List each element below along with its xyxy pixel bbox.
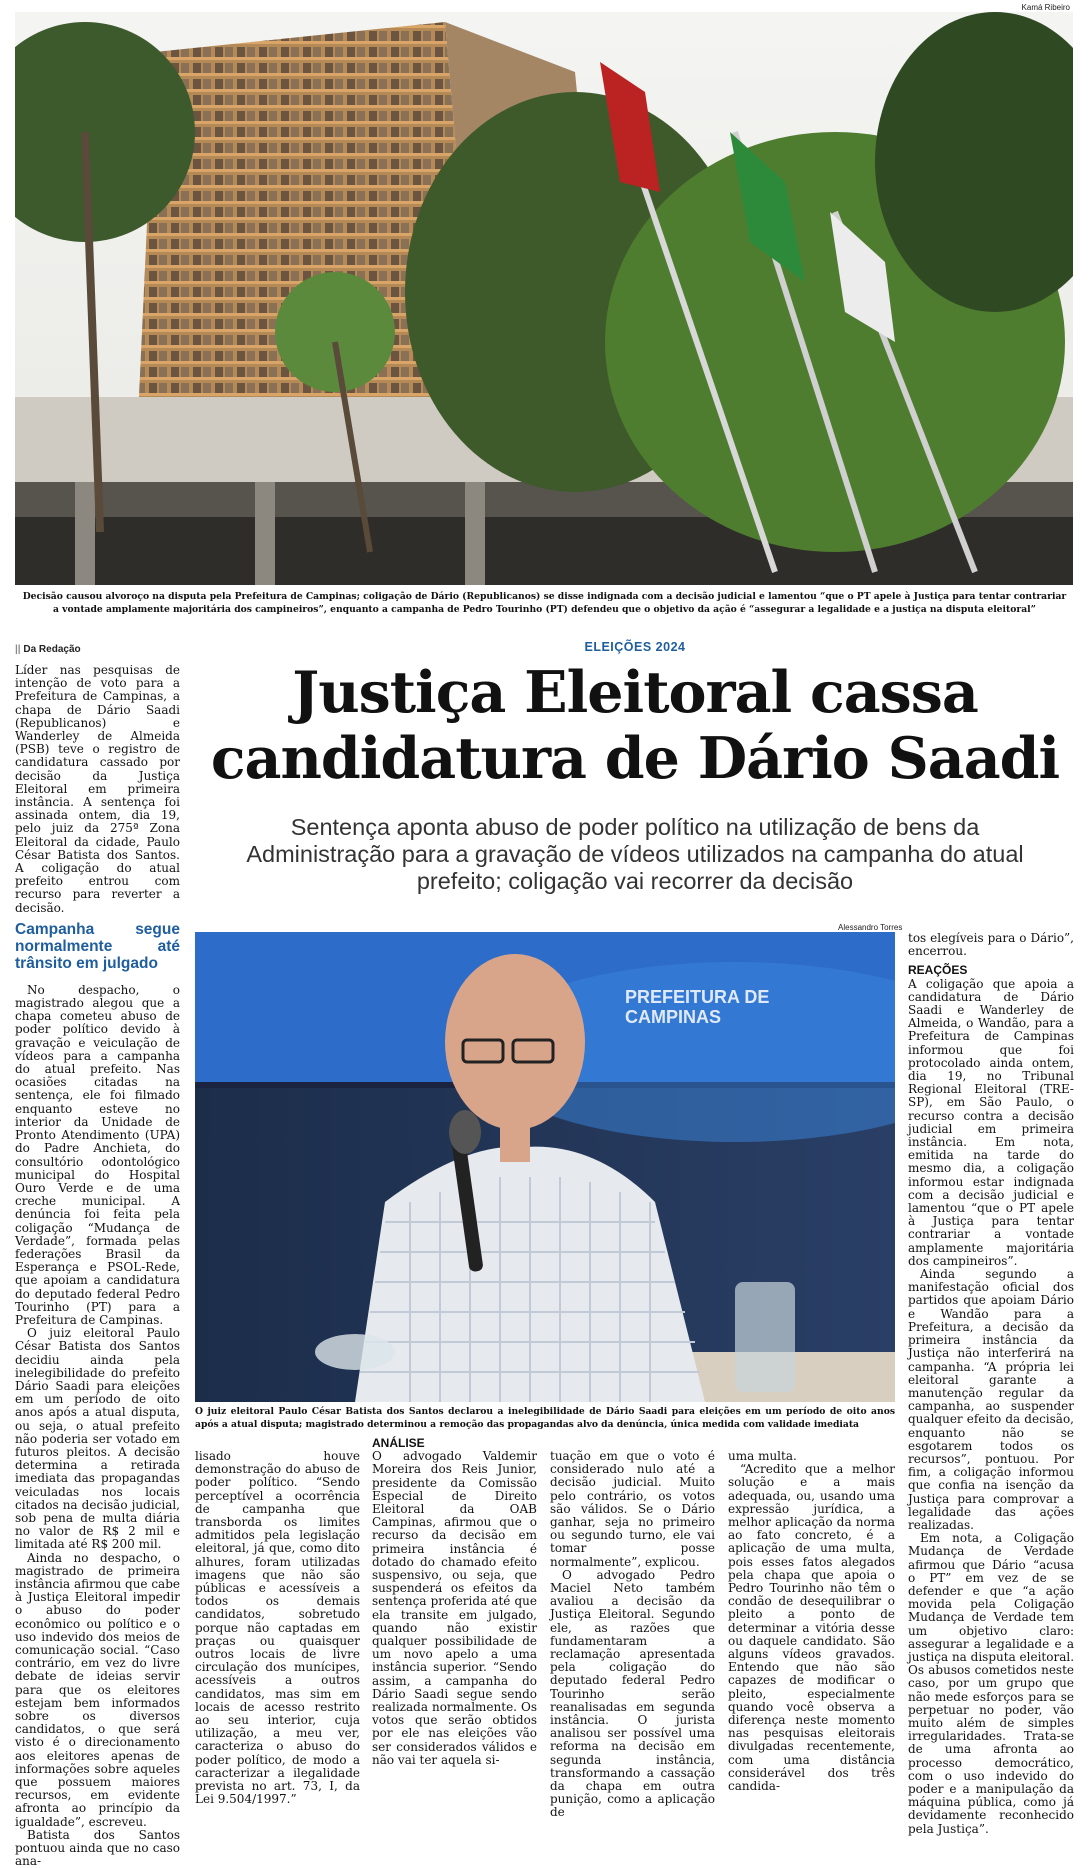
mid-photo-caption: O juiz eleitoral Paulo César Batista dos Santos declarou a inelegibilidade de Dário Saadi para eleições em um período de oito anos após a atual disputa; magistrado determinou a remoção das propagandas alvo da denúncia, única medida com validade imediata (195, 1406, 895, 1430)
article-paragraph: Em nota, a Coligação Mudança de Verdade afirmou que Dário “acusa o PT” em vez de se defender e que “a ação movida pela Coligação Mudança de Verdade tem um objetivo claro: assegurar a legalidade e a justiça na disputa eleitoral. Os abusos cometidos neste caso, por um grupo que não mede esforços para se perpetuar no poder, vão muito além de simples irregularidades. Trata-se de uma afronta ao processo democrático, com o uso indevido do poder e a manipulação da máquina pública, como já devidamente reconhecido pela Justiça”. (908, 1531, 1075, 1836)
section-kicker: ELEIÇÕES 2024 (584, 640, 686, 654)
deck: Sentença aponta abuso de poder político na utilização de bens da Administração para a gravação de vídeos utilizados na campanha do atual prefeito; coligação vai recorrer da decisão (246, 814, 1024, 894)
mayor-microphone-image (195, 932, 895, 1402)
article-paragraph: No despacho, o magistrado alegou que a chapa cometeu abuso de poder político devido à gravação e veiculação de vídeos para a campanha do atual prefeito. Nas ocasiões citadas na sentença, ele foi filmado enquanto esteve no interior da Unidade de Pronto Atendimento (UPA) do Padre Anchieta, do consultório odontológico municipal do Hospital Ouro Verde e de uma creche municipal. A denúncia foi feita pela coligação “Mudança de Verdade”, formada pelas federações Brasil da Esperança e PSOL-Rede, que apoiam a candidatura do deputado federal Pedro Tourinho (PT) para a Prefeitura de Campinas. (15, 982, 180, 1327)
article-paragraph: uma multa. (728, 1449, 797, 1463)
left-column (15, 664, 180, 1868)
right-column (908, 932, 1074, 1836)
column-4 (550, 1450, 715, 1820)
backdrop-sign: PREFEITURA DE CAMPINAS (625, 987, 770, 1027)
headline-line-1: Justiça Eleitoral cassa (292, 659, 978, 726)
article-paragraph: O juiz eleitoral Paulo César Batista dos Santos decidiu ainda pela inelegibilidade do prefeito Dário Saadi para eleições em um período de oito anos após a atual disputa, ou seja, o atual prefeito não poderia ser votado em futuros pleitos. A decisão determina a retirada imediata das propagandas veiculadas nos locais citados na decisão judicial, sob pena de multa diária no valor de R$ 2 mil e limitada até R$ 200 mil. (15, 1326, 180, 1552)
city-hall-photo (15, 12, 1073, 585)
mid-photo-credit: Alessandro Torres (838, 923, 903, 932)
analysis-label: ANÁLISE (372, 1436, 425, 1450)
article-paragraph: lisado houve demonstração do abuso de poder político. “Sendo perceptível a ocorrência de campanha que transborda os limites admitidos pela legislação eleitoral, já que, como dito alhures, foram utilizadas imagens que não são públicas e acessíveis a todos os demais candidatos, sobretudo porque não captadas em praças ou quaisquer outros locais de livre circulação dos munícipes, acessíveis a outros candidatos, mas sim em locais de acesso restrito ao seu interior, cuja utilização, a meu ver, caracteriza o abuso do poder político, de modo a caracterizar a ilegalidade prevista no art. 73, I, da Lei 9.504/1997.” (195, 1449, 360, 1807)
byline-bar: || (15, 644, 24, 655)
column-2 (195, 1450, 360, 1806)
article-paragraph: Ainda segundo a manifestação oficial dos partidos que apoiam Dário e Wandão para a Prefeitura, a decisão da primeira instância da Justiça não interferirá na campanha. “A própria lei eleitoral garante a manutenção regular da campanha, ao suspender qualquer efeito da decisão, enquanto não se esgotarem todos os recursos”, pontuou. Por fim, a coligação informou que confia na isenção da Justiça para comprovar a legalidade das ações realizadas. (908, 1267, 1074, 1532)
article-paragraph: tos elegíveis para o Dário”, encerrou. (908, 931, 1074, 959)
lead-paragraph: Líder nas pesquisas de intenção de voto para a Prefeitura de Campinas, a chapa de Dário Saadi (Republicanos) e Wanderley de Almeida (PSB) teve o registro de candidatura cassado por decisão da Justiça Eleitoral em primeira instância. A sentença foi assinada ontem, dia 19, pelo juiz da 275ª Zona Eleitoral da cidade, Paulo César Batista dos Santos. A coligação do atual prefeito entrou com recurso para reverter a decisão. (15, 663, 180, 915)
mayor-photo (195, 932, 895, 1402)
article-paragraph: tuação em que o voto é considerado nulo até a decisão judicial. Muito pelo contrário, os votos são válidos. Se o Dário ganhar, seja no primeiro ou segundo turno, ele vai tomar posse normalmente”, explicou. (550, 1449, 715, 1569)
city-hall-building-image (15, 12, 1073, 585)
article-paragraph: O advogado Valdemir Moreira dos Reis Junior, presidente da Comissão Especial de Direito Eleitoral da OAB Campinas, afirmou que o recurso da decisão em primeira instância é dotado do chamado efeito suspensivo, ou seja, que suspenderá os efeitos da sentença proferida até que ela transite em julgado, quando não existir qualquer possibilidade de um novo apelo a uma instância superior. “Sendo assim, a campanha do Dário Saadi segue sendo realizada normalmente. Os votos que serão obtidos por ele nas eleições vão ser considerados válidos e não vai ter aquela si- (372, 1449, 537, 1767)
reactions-label: REAÇÕES (908, 963, 968, 978)
article-paragraph: “Acredito que a melhor solução e a mais adequada, ou, usando uma expressão jurídica, a melhor aplicação da norma ao fato concreto, é a aplicação de uma multa, pois esses fatos alegados pela chapa que apoia o Pedro Tourinho não têm o condão de desequilibrar o pleito a ponto de determinar a vitória desse ou daquele candidato. São alguns vídeos gravados. Entendo que não são capazes de modificar o pleito, especialmente quando você observa a diferença neste momento nas pesquisas eleitorais divulgadas recentemente, com uma distância considerável dos três candida- (728, 1462, 895, 1794)
column-3 (372, 1437, 537, 1767)
top-photo-caption: Decisão causou alvoroço na disputa pela Prefeitura de Campinas; coligação de Dário (Republicanos) se disse indignada com a decisão judicial e lamentou “que o PT apele à Justiça para tentar contrariar a vontade amplamente majoritária dos campineiros”, enquanto a campanha de Pedro Tourinho (PT) defendeu que o objetivo da ação é “assegurar a legalidade e a justiça na disputa eleitoral” (22, 591, 1067, 615)
column-5 (728, 1450, 895, 1793)
article-paragraph: Ainda no despacho, o magistrado de primeira instância afirmou que cabe à Justiça Eleitoral impedir o abuso do poder econômico ou político e o uso indevido dos meios de comunicação social. “Caso contrário, em vez do livre debate de ideias servir para que os eleitores estejam bem informados sobre os diversos candidatos, o que será visto é o direcionamento aos eleitores apenas de informações sobre aqueles que possuem maiores recursos, em evidente afronta ao princípio da igualdade”, escreveu. (15, 1550, 180, 1829)
headline (195, 660, 1075, 792)
top-photo-credit: Kamá Ribeiro (1021, 3, 1070, 12)
headline-line-2: candidatura de Dário Saadi (210, 725, 1060, 792)
article-paragraph: O advogado Pedro Maciel Neto também avaliou a decisão da Justiça Eleitoral. Segundo ele, as razões que fundamentaram a reclamação apresentada pela coligação do deputado federal Pedro Tourinho serão reanalisadas em segunda instância. O jurista analisou ser possível uma reforma na decisão em segunda instância, transformando a cassação da chapa em outra punição, como a aplicação de (550, 1567, 715, 1820)
subhead: Campanha segue normalmente até trânsito em julgado (15, 920, 180, 972)
article-paragraph: Batista dos Santos pontuou ainda que no caso ana- (15, 1827, 180, 1868)
byline-text: Da Redação (23, 644, 81, 655)
article-paragraph: A coligação que apoia a candidatura de Dário Saadi e Wanderley de Almeida, o Wandão, para a Prefeitura de Campinas informou que foi protocolado ainda ontem, dia 19, no Tribunal Regional Eleitoral (TRE-SP), em São Paulo, o recurso contra a decisão judicial em primeira instância. Em nota, emitida na tarde do mesmo dia, a coligação informou estar indignada com a decisão judicial e lamentou “que o PT apele à Justiça para tentar contrariar a vontade amplamente majoritária dos campineiros”. (908, 976, 1074, 1268)
byline (15, 644, 81, 655)
